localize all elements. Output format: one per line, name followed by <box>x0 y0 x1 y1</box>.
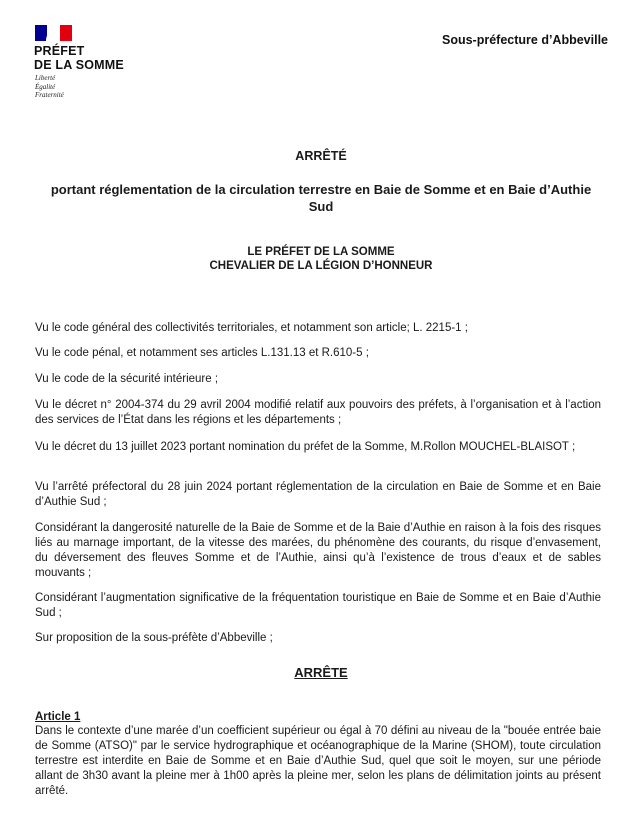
visa-paragraph: Vu l’arrêté préfectoral du 28 juin 2024 portant réglementation de la circulation en Baie de Somme et en Baie d’Authie Sud ; <box>35 481 601 508</box>
article-1-title: Article 1 <box>35 711 81 723</box>
devise: Liberté Égalité Fraternité <box>35 74 64 99</box>
arrete-heading: ARRÊTE <box>294 665 348 680</box>
sous-prefecture-label: Sous-préfecture d’Abbeville <box>441 33 608 47</box>
document-title: ARRÊTÉ <box>295 149 347 163</box>
prefet-heading: LE PRÉFET DE LA SOMME CHEVALIER DE LA LÉGION D’HONNEUR <box>209 246 433 272</box>
article-1-text: Dans le contexte d’une marée d’un coefficient supérieur ou égal à 70 défini au niveau de la "bouée entrée baie de Somme (ATSO)" par le service hydrographique et océanographique de la Marine (SHOM), toute circulation terrestre est interdite en Baie de Somme et en Baie d’Authie Sud, quel que soit le moyen, sur une période allant de 3h30 avant la pleine mer à 1h00 après la pleine mer, selon les plans de délimitation joints au présent arrêté. <box>35 725 601 797</box>
visa-paragraph: Vu le code de la sécurité intérieure ; <box>35 373 219 385</box>
document-subtitle: portant réglementation de la circulation terrestre en Baie de Somme et en Baie d’Authie Sud <box>50 182 592 214</box>
proposition-paragraph: Sur proposition de la sous-préfète d’Abbeville ; <box>35 632 273 644</box>
considerant-paragraph: Considérant la dangerosité naturelle de la Baie de Somme et de la Baie d’Authie en raison à la fois des risques liés au marnage important, de la vitesse des marées, du phénomène des courants, du risque d’envasement, du déversement des fleuves Somme et de l’Authie, ainsi qu’à l’existence de trous d’eaux et de sables mouvants ; <box>35 522 601 579</box>
considerant-paragraph: Considérant l’augmentation significative de la fréquentation touristique en Baie de Somme et en Baie d’Authie Sud ; <box>35 592 601 619</box>
marianne-profile-icon <box>43 27 61 41</box>
visa-paragraph: Vu le décret n° 2004-374 du 29 avril 2004 modifié relatif aux pouvoirs des préfets, à l’organisation et à l’action des services de l’État dans les régions et les départements ; <box>35 399 601 426</box>
visa-paragraph: Vu le code pénal, et notamment ses articles L.131.13 et R.610-5 ; <box>35 347 369 359</box>
visa-paragraph: Vu le décret du 13 juillet 2023 portant nomination du préfet de la Somme, M.Rollon MOUCHEL-BLAISOT ; <box>35 441 576 453</box>
marianne-flag-logo <box>35 25 72 41</box>
prefet-logo-text: PRÉFET DE LA SOMME <box>34 44 124 72</box>
visa-paragraph: Vu le code général des collectivités territoriales, et notamment son article; L. 2215-1 ; <box>35 322 468 334</box>
